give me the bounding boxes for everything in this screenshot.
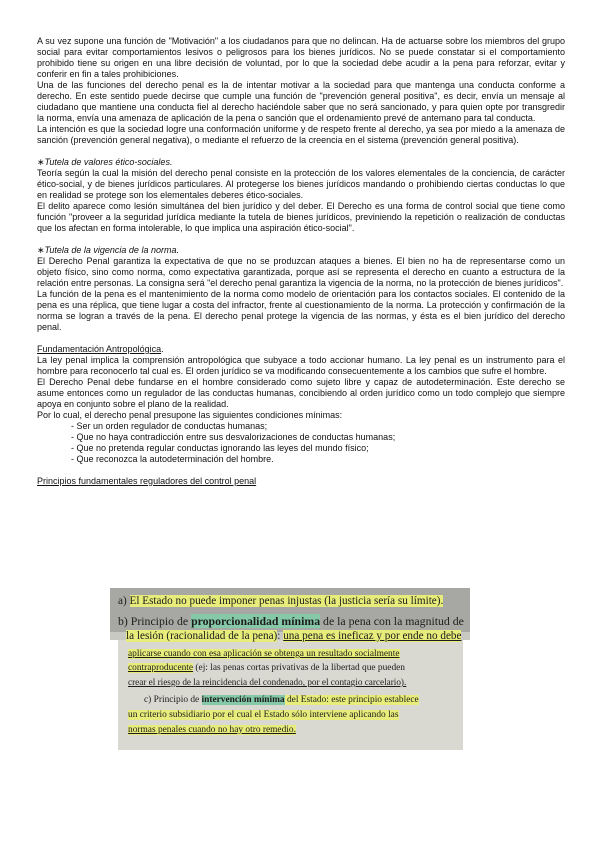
scan-b2-highlight: la lesión (racionalidad de la pena) xyxy=(126,630,278,642)
intro-paragraph-1: A su vez supone una función de "Motivación" a los ciudadanos para que no delincan. Ha de actuarse sobre los miembros del grupo social para evitar comportamientos lesivos o peligrosos para los bienes jurídicos. No se puede constatar si el comportamiento prohibido tiene su origen en una libre decisión de voluntad, por lo que la sociedad debe acudir a la pena para reforzar, evitar y conferir en fin a tales prohibiciones. xyxy=(37,36,565,79)
valores-paragraph-1: Teoría según la cual la misión del derecho penal consiste en la protección de los valores elementales de la conciencia, de carácter ético-social, y de bienes jurídicos particulares. Al protegerse los bienes jurídicos mandando o prohibiendo ciertas conductas lo que en realidad se protege son los elementales deberes ético-sociales. xyxy=(37,168,565,200)
intro-paragraph-2: Una de las funciones del derecho penal es la de intentar motivar a la sociedad para que mantenga una conducta conforme a derecho. En este sentido puede decirse que cumple una función de "prevención general positiva", es decir, envía un mensaje al ciudadano que mantiene una conducta fiel al derecho haciéndole saber que no será sancionado, y para quien opte por transgredir la norma, envía una amenaza de aplicación de la pena o sanción que el ordenamiento prevé de antemano para tal conducta. xyxy=(37,80,565,123)
scan-line-b2 xyxy=(126,630,461,642)
scan-line-c3 xyxy=(128,725,296,735)
section-heading-antropologica xyxy=(37,344,565,355)
list-item: - Que reconozca la autodeterminación del hombre. xyxy=(71,454,274,464)
scan-b2-underline: una pena es ineficaz y por ende no debe xyxy=(283,630,462,642)
scan-line-b3 xyxy=(128,649,400,659)
bullet-star-icon: ∗ xyxy=(37,245,45,255)
scan-line-b1 xyxy=(118,614,464,629)
scan-c3-highlight: normas penales cuando no hay otro remedio. xyxy=(128,725,296,735)
scan-b2-colon: : xyxy=(277,630,284,642)
scan-b4-underline: contraproducente xyxy=(128,663,194,673)
scanned-textbook-image xyxy=(110,588,470,750)
document-body xyxy=(37,36,565,487)
valores-paragraph-2: El delito aparece como lesión simultánea del bien jurídico y del deber. El Derecho es una forma de control social que tiene como función "proveer a la seguridad jurídica mediante la tutela de bienes jurídicos, previniendo la repetición o realización de conductas que los afectan en forma intolerable, lo que implica una aspiración ético-social". xyxy=(37,201,565,233)
scan-line-a xyxy=(118,595,443,607)
section-heading-text: Tutela de la vigencia de la norma. xyxy=(44,245,179,255)
scan-margin xyxy=(110,640,118,750)
scan-b4-rest: (ej: las penas cortas privativas de la libertad que pueden xyxy=(193,663,405,673)
scan-c2-highlight: un criterio subsidiario por el cual el Estado sólo interviene aplicando las xyxy=(128,710,399,720)
antropologica-paragraph-2: El Derecho Penal debe fundarse en el hombre considerado como sujeto libre y capaz de autodeterminación. Este derecho se asume entonces como un regulador de las conductas humanas, concibiendo al orden jurídico como un todo complejo que siempre apoya en conjunto sobre el plano de la realidad. xyxy=(37,377,565,409)
scan-b-bold-highlight: proporcionalidad mínima xyxy=(191,614,321,628)
scan-a-highlight: El Estado no puede imponer penas injustas (la justicia sería su límite). xyxy=(129,595,444,607)
scan-line-b4 xyxy=(128,663,405,673)
bullet-star-icon: ∗ xyxy=(37,157,45,167)
list-item: - Que no pretenda regular conductas ignorando las leyes del mundo físico; xyxy=(71,443,369,453)
conditions-list xyxy=(37,421,565,465)
scan-c-bold-highlight: intervención mínima xyxy=(201,695,285,705)
section-heading-principios: Principios fundamentales reguladores del control penal xyxy=(37,476,257,486)
antropologica-paragraph-1: La ley penal implica la comprensión antropológica que subyace a todo accionar humano. La ley penal es un instrumento para el hombre para reconocerlo tal cual es. El orden jurídico se va modificando consecuentemente a los cambios que sufre el hombre. xyxy=(37,355,565,376)
intro-paragraph-3: La intención es que la sociedad logre una conformación uniforme y de respeto frente al derecho, ya sea por miedo a la amenaza de sanción (prevención general negativa), o mediante el refuerzo de la creencia en el sistema (prevención general positiva). xyxy=(37,124,565,145)
section-heading-valores xyxy=(37,157,565,168)
vigencia-paragraph-2: La función de la pena es el mantenimiento de la norma como modelo de orientación para los contactos sociales. El contenido de la pena es una réplica, que tiene lugar a costa del infractor, frente al cuestionamiento de la norma. La protección y confirmación de la norma se logran a través de la pena. El derecho penal protege la vigencia de las normas, y ésta es el bien jurídico del derecho penal. xyxy=(37,289,565,332)
scan-c-rest: del Estado: este principio establece xyxy=(284,695,419,705)
scan-a-prefix: a) xyxy=(118,595,130,607)
scan-line-c2 xyxy=(128,710,399,720)
section-heading-text: Fundamentación Antropológica xyxy=(37,344,162,354)
section-heading-vigencia xyxy=(37,245,565,256)
list-item: - Que no haya contradicción entre sus desvalorizaciones de conductas humanas; xyxy=(71,432,396,442)
section-heading-text: Tutela de valores ético-sociales. xyxy=(44,157,173,167)
scan-line-c1 xyxy=(144,695,419,705)
scan-b5-text: crear el riesgo de la reincidencia del condenado, por el contagio carcelario). xyxy=(128,677,407,687)
list-item: - Ser un orden regulador de conductas humanas; xyxy=(71,421,268,431)
scan-b3-underline: aplicarse cuando con esa aplicación se obtenga un resultado socialmente xyxy=(128,649,400,659)
heading-period: . xyxy=(161,344,164,354)
vigencia-paragraph-1: El Derecho Penal garantiza la expectativa de que no se produzcan ataques a bienes. El bien no ha de representarse como un objeto físico, sino como norma, como expectativa garantizada, porque así se representa el derecho en cuanto a estructura de la relación entre personas. La consigna será "el derecho penal garantiza la vigencia de la norma, no la protección de bienes jurídicos". xyxy=(37,256,565,288)
scan-b-prefix: b) Principio de xyxy=(118,614,192,628)
scan-c-prefix: c) Principio de xyxy=(144,695,202,705)
scan-line-b5 xyxy=(128,677,406,687)
scan-b-rest: de la pena con la magnitud de xyxy=(320,614,464,628)
antropologica-paragraph-3: Por lo cual, el derecho penal presupone las siguientes condiciones mínimas: xyxy=(37,410,343,420)
